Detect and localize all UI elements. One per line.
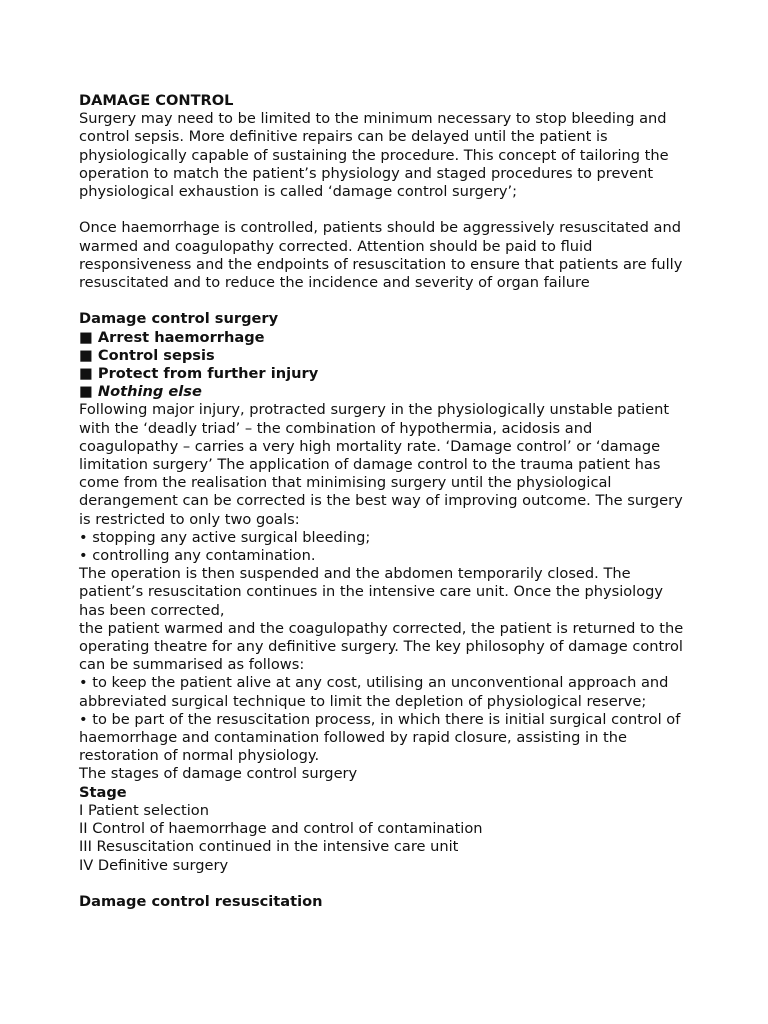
stage-item: II Control of haemorrhage and control of contamination bbox=[79, 820, 483, 838]
stages-intro: The stages of damage control surgery bbox=[79, 765, 358, 783]
paragraph-1-line: control sepsis. More definitive repairs can be delayed until the patient is bbox=[79, 128, 608, 146]
stage-item: I Patient selection bbox=[79, 801, 209, 819]
bullet-item: • to be part of the resuscitation process, in which there is initial surgical control of bbox=[79, 710, 681, 728]
paragraph-1-line: physiological exhaustion is called ‘damage control surgery’; bbox=[79, 183, 518, 201]
body-line: come from the realisation that minimising surgery until the physiological bbox=[79, 474, 612, 492]
blank-line bbox=[79, 292, 719, 310]
body-line: haemorrhage and contamination followed by rapid closure, assisting in the bbox=[79, 729, 627, 747]
bullet-item: • to keep the patient alive at any cost, utilising an unconventional approach and bbox=[79, 674, 669, 692]
body-line: is restricted to only two goals: bbox=[79, 510, 300, 528]
paragraph-2-line: Once haemorrhage is controlled, patients should be aggressively resuscitated and bbox=[79, 219, 682, 237]
stage-item: IV Definitive surgery bbox=[79, 856, 229, 874]
body-line: derangement can be corrected is the best way of improving outcome. The surgery bbox=[79, 492, 683, 510]
bullet-item: • stopping any active surgical bleeding; bbox=[79, 528, 371, 546]
body-line: Following major injury, protracted surgery in the physiologically unstable patient bbox=[79, 401, 670, 419]
bullet-item: • controlling any contamination. bbox=[79, 547, 316, 565]
body-line: with the ‘deadly triad’ – the combination of hypothermia, acidosis and bbox=[79, 419, 593, 437]
dcs-list-item: ■ Arrest haemorrhage bbox=[79, 328, 265, 346]
dcs-last-item-text: Nothing else bbox=[97, 383, 202, 401]
damage-control-surgery-heading: Damage control surgery bbox=[79, 310, 279, 328]
paragraph-1-line: Surgery may need to be limited to the minimum necessary to stop bleeding and bbox=[79, 110, 667, 128]
stage-heading: Stage bbox=[79, 783, 127, 801]
paragraph-2-line: resuscitated and to reduce the incidence and severity of organ failure bbox=[79, 274, 590, 292]
blank-line bbox=[79, 201, 719, 219]
body-line: limitation surgery’ The application of damage control to the trauma patient has bbox=[79, 456, 661, 474]
body-line: patient’s resuscitation continues in the intensive care unit. Once the physiology bbox=[79, 583, 664, 601]
paragraph-2-line: responsiveness and the endpoints of resuscitation to ensure that patients are fully bbox=[79, 255, 683, 273]
body-line: can be summarised as follows: bbox=[79, 656, 305, 674]
blank-line bbox=[79, 875, 719, 893]
body-line: restoration of normal physiology. bbox=[79, 747, 320, 765]
paragraph-1-line: physiologically capable of sustaining the procedure. This concept of tailoring the bbox=[79, 146, 669, 164]
body-line: operating theatre for any definitive surgery. The key philosophy of damage control bbox=[79, 638, 683, 656]
paragraph-1-line: operation to match the patient’s physiology and staged procedures to prevent bbox=[79, 164, 654, 182]
stage-item: III Resuscitation continued in the intensive care unit bbox=[79, 838, 459, 856]
document-page bbox=[79, 92, 719, 911]
dcs-list-item: ■ Protect from further injury bbox=[79, 365, 319, 383]
paragraph-2-line: warmed and coagulopathy corrected. Attention should be paid to fluid bbox=[79, 237, 593, 255]
dcs-list-item: ■ Control sepsis bbox=[79, 346, 215, 364]
document-title: DAMAGE CONTROL bbox=[79, 92, 234, 109]
body-line: has been corrected, bbox=[79, 601, 225, 619]
body-line: the patient warmed and the coagulopathy corrected, the patient is returned to the bbox=[79, 619, 684, 637]
dcs-list-item-last bbox=[79, 383, 719, 401]
square-bullet: ■ bbox=[79, 383, 98, 401]
body-line: The operation is then suspended and the abdomen temporarily closed. The bbox=[79, 565, 631, 583]
body-line: abbreviated surgical technique to limit the depletion of physiological reserve; bbox=[79, 692, 647, 710]
damage-control-resuscitation-heading: Damage control resuscitation bbox=[79, 892, 323, 910]
body-line: coagulopathy – carries a very high mortality rate. ‘Damage control’ or ‘damage bbox=[79, 437, 661, 455]
